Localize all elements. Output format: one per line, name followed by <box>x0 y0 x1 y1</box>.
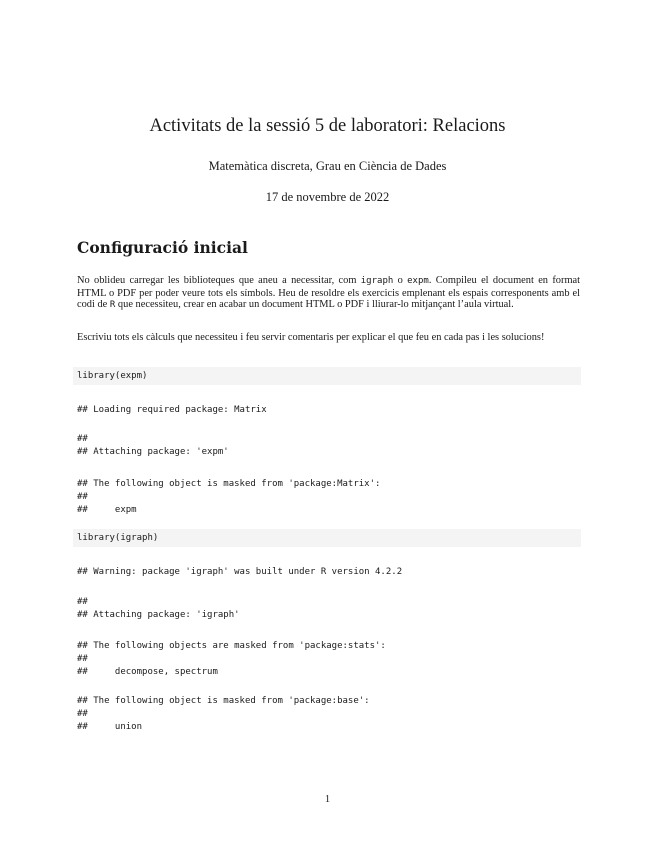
document-subtitle: Matemàtica discreta, Grau en Ciència de Dades <box>208 159 447 173</box>
output-line: ## Attaching package: 'igraph' <box>77 610 240 620</box>
output-line: ## Attaching package: 'expm' <box>77 447 229 457</box>
output-line: ## <box>77 709 88 719</box>
page-number: 1 <box>324 794 331 805</box>
output-line: ## <box>77 654 88 664</box>
output-line: ## decompose, spectrum <box>77 667 218 677</box>
section-heading: Configuració inicial <box>77 238 248 257</box>
document-title: Activitats de la sessió 5 de laboratori: Relacions <box>149 116 506 136</box>
code-library-expm: library(expm) <box>77 371 148 381</box>
output-line: ## union <box>77 722 143 732</box>
instructions-paragraph: Escriviu tots els càlculs que necessiteu i feu servir comentaris per explicar el que feu en cada pas i les solucions! <box>77 332 545 343</box>
output-line: ## The following object is masked from 'package:base': <box>77 696 370 706</box>
code-library-igraph: library(igraph) <box>77 533 159 543</box>
para-text: . Compileu el document en format HTML o PDF per poder veure tots els símbols. Heu de resoldre els exercicis emplenant els espais corresponents amb el codi de <box>77 275 581 311</box>
output-line: ## The following objects are masked from 'package:stats': <box>77 641 386 651</box>
inline-code-r: R <box>109 300 116 311</box>
inline-code-igraph: igraph <box>360 276 394 286</box>
output-line: ## <box>77 434 88 444</box>
output-line: ## <box>77 492 88 502</box>
intro-paragraph <box>77 275 580 312</box>
output-line: ## expm <box>77 505 137 515</box>
output-line: ## The following object is masked from 'package:Matrix': <box>77 479 381 489</box>
para-text: que necessiteu, crear en acabar un document HTML o PDF i lliurar-lo mitjançant l’aula virtual. <box>115 299 514 311</box>
para-text: o <box>393 275 408 286</box>
output-line: ## Loading required package: Matrix <box>77 405 267 415</box>
para-text: No oblideu carregar les biblioteques que aneu a necessitar, com <box>77 275 361 286</box>
document-date: 17 de novembre de 2022 <box>265 190 390 204</box>
output-line: ## <box>77 597 88 607</box>
code-chunk-expm <box>73 367 581 385</box>
output-line: ## Warning: package 'igraph' was built under R version 4.2.2 <box>77 567 403 577</box>
inline-code-expm: expm <box>407 276 429 286</box>
